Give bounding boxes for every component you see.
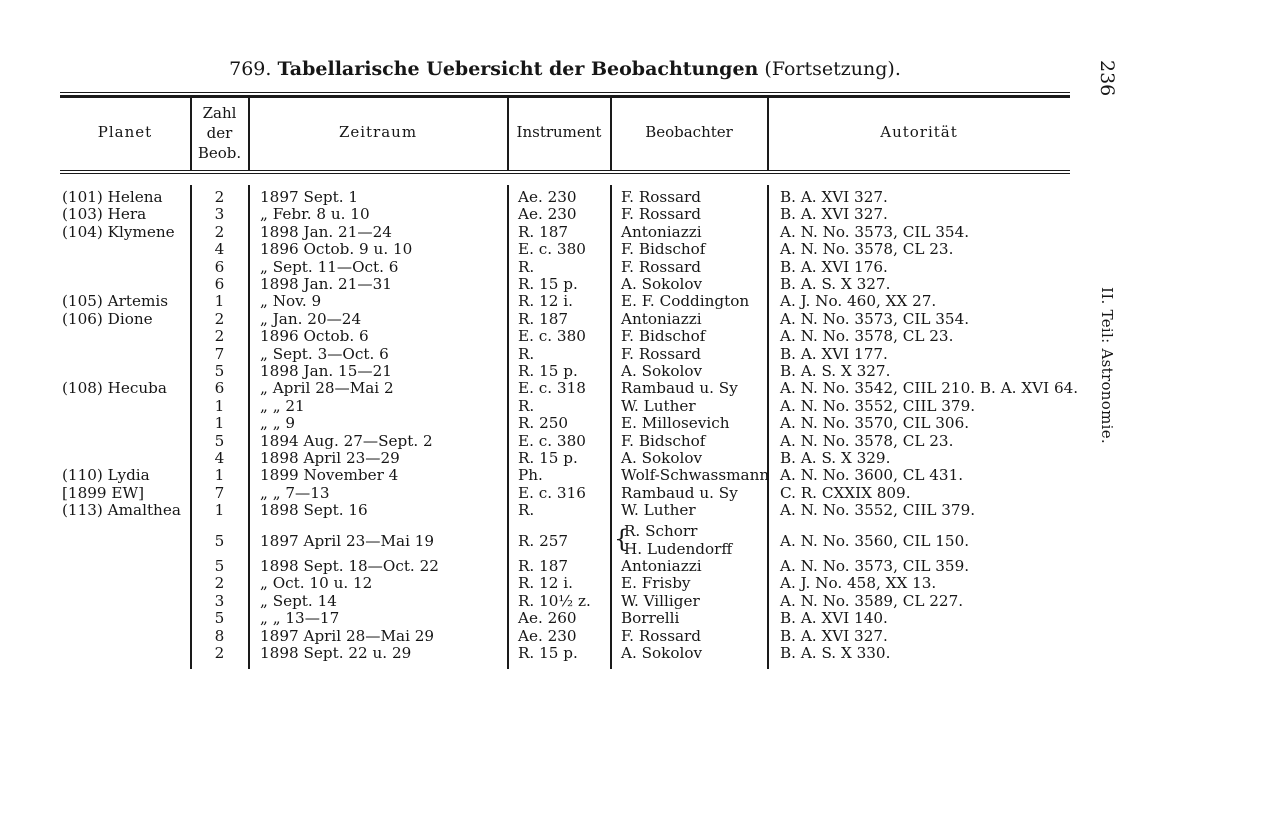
cell-beobachter: F. Rossard (621, 344, 702, 363)
cell-zeitraum: „ Sept. 11—Oct. 6 (260, 257, 399, 276)
cell-instrument: R. 187 (518, 222, 569, 241)
cell-autoritaet: C. R. CXXIX 809. (780, 483, 911, 502)
cell-zeitraum: 1898 Sept. 22 u. 29 (260, 644, 412, 662)
cell-autoritaet: A. N. No. 3578, CL 23. (780, 240, 954, 259)
cell-autoritaet: B. A. XVI 140. (780, 609, 888, 628)
cell-zeitraum: „ „ 9 (260, 414, 296, 433)
cell-instrument: E. c. 380 (518, 327, 586, 346)
cell-zeitraum: 1898 Sept. 18—Oct. 22 (260, 557, 439, 575)
cell-beobachter: A. Sokolov (621, 449, 703, 467)
cell-beobachter: A. Sokolov (621, 644, 703, 662)
cell-zahl: 4 (214, 240, 225, 259)
cell-zeitraum: „ Sept. 14 (260, 591, 337, 610)
cell-zahl: 5 (214, 532, 225, 550)
cell-beobachter: Antoniazzi (621, 557, 702, 575)
cell-zeitraum: 1898 Sept. 16 (260, 501, 368, 520)
cell-autoritaet: A. N. No. 3542, CIIL 210. B. A. XVI 64. (780, 379, 1079, 398)
cell-autoritaet: A. N. No. 3600, CL 431. (780, 466, 964, 485)
cell-instrument: R. (518, 501, 535, 520)
cell-zahl: 8 (214, 626, 225, 645)
column-divider (610, 185, 612, 669)
cell-planet: (110) Lydia (62, 466, 150, 485)
cell-planet: (104) Klymene (62, 222, 175, 241)
cell-beobachter: W. Luther (621, 396, 696, 415)
cell-zahl: 2 (214, 188, 225, 206)
cell-planet: (113) Amalthea (62, 501, 181, 520)
cell-instrument: R. 10½ z. (518, 591, 591, 610)
cell-zeitraum: 1896 Octob. 9 u. 10 (260, 240, 413, 259)
cell-autoritaet: A. N. No. 3573, CIL 354. (780, 309, 970, 328)
cell-zeitraum: „ Oct. 10 u. 12 (260, 574, 373, 593)
title-main: Tabellarische Uebersicht der Beobachtungen (277, 58, 759, 80)
cell-zeitraum: 1897 April 23—Mai 19 (260, 532, 435, 550)
cell-zahl: 2 (214, 222, 225, 241)
cell-beobachter: F. Rossard (621, 257, 702, 276)
cell-zahl: 1 (214, 292, 225, 311)
cell-zahl: 7 (214, 344, 225, 363)
cell-autoritaet: A. N. No. 3552, CIIL 379. (780, 501, 976, 520)
brace-icon: { (614, 525, 630, 553)
header-autoritaet: Autorität (880, 123, 958, 141)
header-zeitraum: Zeitraum (338, 123, 418, 141)
cell-instrument: R. (518, 344, 535, 363)
cell-instrument: R. 15 p. (518, 275, 578, 293)
cell-autoritaet: B. A. XVI 327. (780, 626, 888, 645)
cell-instrument: Ae. 230 (518, 188, 577, 206)
cell-zeitraum: „ Nov. 9 (260, 292, 322, 311)
cell-planet: [1899 EW] (62, 483, 145, 502)
cell-beobachter: F. Bidschof (621, 327, 706, 346)
cell-autoritaet: A. J. No. 460, XX 27. (780, 292, 937, 311)
cell-planet: (108) Hecuba (62, 379, 167, 398)
header-zahl (191, 103, 248, 163)
cell-zeitraum: „ „ 13—17 (260, 609, 340, 628)
column-divider (248, 185, 250, 669)
cell-instrument: R. 12 i. (518, 574, 573, 593)
cell-instrument: Ae. 230 (518, 626, 577, 645)
cell-beobachter: W. Villiger (621, 591, 700, 610)
cell-instrument: R. 187 (518, 557, 569, 575)
cell-autoritaet: A. N. No. 3560, CIL 150. (780, 532, 970, 550)
cell-beobachter: A. Sokolov (621, 275, 703, 293)
side-label: II. Teil: Astronomie. (1098, 287, 1116, 444)
cell-zahl: 1 (214, 414, 225, 433)
cell-zeitraum: 1899 November 4 (260, 466, 399, 485)
cell-instrument: E. c. 380 (518, 431, 586, 450)
cell-zahl: 2 (214, 574, 225, 593)
cell-instrument: R. 257 (518, 532, 569, 550)
cell-beobachter: W. Luther (621, 501, 696, 520)
cell-beobachter: Borrelli (621, 609, 680, 628)
cell-zeitraum: „ „ 21 (260, 396, 305, 415)
cell-autoritaet: A. N. No. 3578, CL 23. (780, 431, 954, 450)
cell-zahl: 3 (214, 205, 225, 224)
cell-zeitraum: 1896 Octob. 6 (260, 327, 369, 346)
cell-autoritaet: A. N. No. 3573, CIL 354. (780, 222, 970, 241)
cell-instrument: R. 15 p. (518, 644, 578, 662)
cell-instrument: E. c. 380 (518, 240, 586, 259)
cell-autoritaet: B. A. XVI 327. (780, 205, 888, 224)
cell-beobachter-2: H. Ludendorff (624, 540, 733, 558)
cell-zahl: 2 (214, 644, 225, 662)
cell-planet: (101) Helena (62, 188, 163, 206)
cell-beobachter: Rambaud u. Sy (621, 483, 738, 502)
cell-autoritaet: B. A. S. X 327. (780, 362, 891, 380)
cell-zahl: 5 (214, 557, 225, 575)
cell-zahl: 7 (214, 483, 225, 502)
cell-zahl: 5 (214, 431, 225, 450)
cell-beobachter: Antoniazzi (621, 309, 702, 328)
cell-beobachter: F. Rossard (621, 188, 702, 206)
cell-autoritaet: B. A. XVI 177. (780, 344, 888, 363)
cell-beobachter: Antoniazzi (621, 222, 702, 241)
cell-zeitraum: 1898 Jan. 21—24 (260, 222, 392, 241)
header-beobachter: Beobachter (645, 123, 733, 141)
header-zahl-line-1: Zahl (202, 104, 237, 122)
cell-zeitraum: „ „ 7—13 (260, 483, 330, 502)
header-rule-1 (60, 170, 1070, 171)
cell-zeitraum: 1894 Aug. 27—Sept. 2 (260, 431, 433, 450)
cell-beobachter: A. Sokolov (621, 362, 703, 380)
cell-zeitraum: 1898 Jan. 15—21 (260, 362, 392, 380)
cell-instrument: R. 12 i. (518, 292, 573, 311)
cell-zahl: 6 (214, 275, 225, 293)
section-number: 769. (229, 58, 272, 80)
cell-zeitraum: „ Sept. 3—Oct. 6 (260, 344, 389, 363)
cell-instrument: E. c. 318 (518, 379, 586, 398)
cell-autoritaet: A. N. No. 3570, CIL 306. (780, 414, 970, 433)
cell-beobachter: E. Frisby (621, 574, 691, 593)
cell-instrument: R. 15 p. (518, 362, 578, 380)
header-instrument: Instrument (516, 123, 602, 141)
cell-planet: (103) Hera (62, 205, 147, 224)
cell-zahl: 4 (214, 449, 225, 467)
title-suffix: (Fortsetzung). (764, 58, 901, 80)
cell-planet: (105) Artemis (62, 292, 169, 311)
header-planet: Planet (97, 123, 153, 141)
cell-instrument: R. 250 (518, 414, 569, 433)
cell-instrument: R. (518, 396, 535, 415)
cell-beobachter-1: R. Schorr (624, 522, 698, 540)
cell-instrument: Ae. 230 (518, 205, 577, 224)
cell-zahl: 3 (214, 591, 225, 610)
header-rule-2 (60, 173, 1070, 174)
cell-autoritaet: A. N. No. 3573, CIL 359. (780, 557, 970, 575)
cell-autoritaet: B. A. S. X 329. (780, 449, 891, 467)
cell-zahl: 6 (214, 379, 225, 398)
cell-autoritaet: B. A. S. X 330. (780, 644, 891, 662)
cell-beobachter: F. Rossard (621, 205, 702, 224)
column-divider (767, 185, 769, 669)
cell-beobachter: Wolf-Schwassmann (621, 466, 770, 485)
cell-beobachter: F. Bidschof (621, 431, 706, 450)
cell-instrument: R. (518, 257, 535, 276)
cell-autoritaet: B. A. S. X 327. (780, 275, 891, 293)
top-rule-thick (60, 95, 1070, 98)
cell-zeitraum: 1898 Jan. 21—31 (260, 275, 392, 293)
cell-zahl: 5 (214, 609, 225, 628)
cell-beobachter: E. Millosevich (621, 414, 730, 433)
cell-zahl: 1 (214, 396, 225, 415)
cell-zahl: 2 (214, 327, 225, 346)
cell-zeitraum: 1898 April 23—29 (260, 449, 400, 467)
page-number: 236 (1096, 60, 1118, 97)
cell-autoritaet: A. N. No. 3578, CL 23. (780, 327, 954, 346)
cell-instrument: E. c. 316 (518, 483, 586, 502)
cell-zahl: 1 (214, 501, 225, 520)
cell-instrument: Ae. 260 (518, 609, 577, 628)
cell-instrument: Ph. (518, 466, 543, 485)
cell-autoritaet: B. A. XVI 327. (780, 188, 888, 206)
top-rule-thin (60, 92, 1070, 93)
cell-autoritaet: A. N. No. 3589, CL 227. (780, 591, 964, 610)
header-zahl-line-2: der (206, 124, 233, 142)
header-zahl-line-3: Beob. (197, 144, 242, 162)
cell-beobachter: E. F. Coddington (621, 292, 750, 311)
cell-autoritaet: A. N. No. 3552, CIIL 379. (780, 396, 976, 415)
cell-zeitraum: „ April 28—Mai 2 (260, 379, 394, 398)
cell-instrument: R. 15 p. (518, 449, 578, 467)
cell-autoritaet: A. J. No. 458, XX 13. (780, 574, 937, 593)
cell-beobachter: F. Bidschof (621, 240, 706, 259)
cell-planet: (106) Dione (62, 309, 153, 328)
cell-zeitraum: „ Febr. 8 u. 10 (260, 205, 370, 224)
cell-zahl: 5 (214, 362, 225, 380)
cell-beobachter: Rambaud u. Sy (621, 379, 738, 398)
cell-instrument: R. 187 (518, 309, 569, 328)
cell-zahl: 2 (214, 309, 225, 328)
column-divider (507, 185, 509, 669)
cell-zeitraum: „ Jan. 20—24 (260, 309, 362, 328)
page-title (60, 58, 1070, 80)
cell-beobachter: F. Rossard (621, 626, 702, 645)
cell-autoritaet: B. A. XVI 176. (780, 257, 888, 276)
cell-zahl: 6 (214, 257, 225, 276)
cell-zahl: 1 (214, 466, 225, 485)
cell-zeitraum: 1897 Sept. 1 (260, 188, 359, 206)
cell-zeitraum: 1897 April 28—Mai 29 (260, 626, 435, 645)
